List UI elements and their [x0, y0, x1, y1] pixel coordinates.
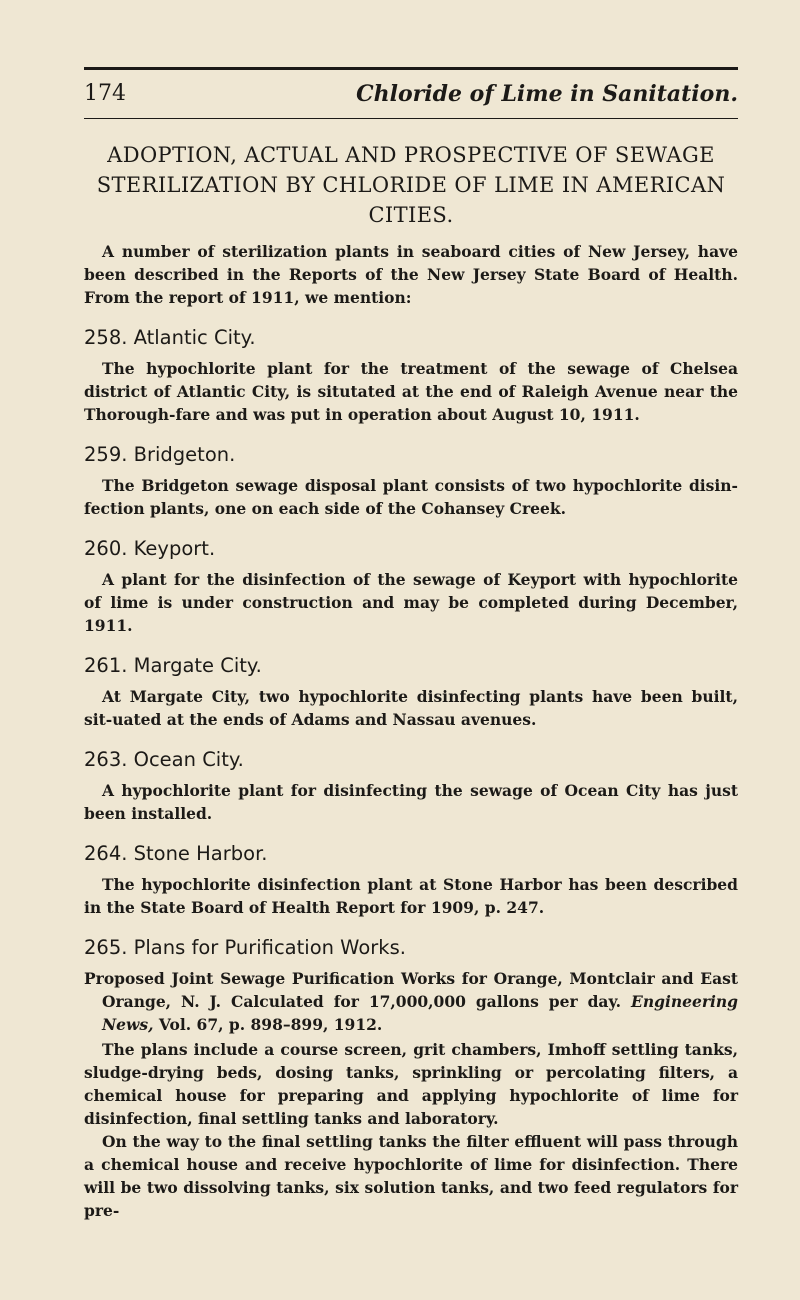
section-purification-works [84, 935, 738, 1222]
section-heading: 259. Bridgeton. [84, 443, 236, 466]
section-heading: 265. Plans for Purification Works. [84, 936, 406, 959]
section-atlantic-city [84, 325, 738, 426]
journal-name: Engineering News, [102, 992, 739, 1034]
chapter-title: ADOPTION, ACTUAL AND PROSPECTIVE OF SEWAGE STERILIZATION BY CHLORIDE OF LIME IN AMERICAN CITIES. [96, 143, 726, 227]
header-rule-bottom [84, 118, 738, 119]
section-bridgeton [84, 442, 738, 520]
section-body: The hypochlorite plant for the treatment of the sewage of Chelsea district of Atlantic City, is situtated at the end of Raleigh Avenue near the Thorough-fare and was put in operation about August 10, 1911. [84, 359, 738, 424]
header-rule-top [84, 67, 738, 70]
intro-paragraph: A number of sterilization plants in seaboard cities of New Jersey, have been described in the Reports of the New Jersey State Board of Health. From the report of 1911, we mention: [84, 242, 738, 307]
section-ocean-city [84, 747, 738, 825]
reference-volume: Vol. 67, p. 898–899, 1912. [158, 1015, 383, 1034]
reference-text: Proposed Joint Sewage Purification Works for Orange, Montclair and East Orange, N. J. Calculated for 17,000,000 gallons per day. [84, 969, 738, 1011]
section-margate-city [84, 653, 738, 731]
page-number: 174 [84, 81, 126, 106]
section-heading: 261. Margate City. [84, 654, 262, 677]
section-body: The hypochlorite disinfection plant at Stone Harbor has been described in the State Board of Health Report for 1909, p. 247. [84, 875, 738, 917]
section-body: A plant for the disinfection of the sewage of Keyport with hypochlorite of lime is under construction and may be completed during December, 1911. [84, 570, 738, 635]
body-paragraph: On the way to the final settling tanks the filter effluent will pass through a chemical house and receive hypochlorite of lime for disinfection. There will be two dissolving tanks, six solution tanks, and two feed regulators for pre- [84, 1132, 738, 1220]
section-heading: 264. Stone Harbor. [84, 842, 268, 865]
running-title: Chloride of Lime in Sanitation. [356, 81, 738, 107]
section-stone-harbor [84, 841, 738, 919]
reference-citation [84, 967, 738, 1036]
section-heading: 258. Atlantic City. [84, 326, 256, 349]
section-body: A hypochlorite plant for disinfecting the sewage of Ocean City has just been installed. [84, 781, 738, 823]
section-keyport [84, 536, 738, 637]
section-heading: 263. Ocean City. [84, 748, 244, 771]
section-body: At Margate City, two hypochlorite disinfecting plants have been built, sit-uated at the ends of Adams and Nassau avenues. [84, 687, 738, 729]
page-header [84, 76, 738, 116]
body-paragraph: The plans include a course screen, grit chambers, Imhoff settling tanks, sludge-drying beds, dosing tanks, sprinkling or percolating filters, a chemical house for preparing and applying hypochlorite of lime for disinfection, final settling tanks and laboratory. [84, 1040, 738, 1128]
page-content [84, 140, 738, 1222]
section-heading: 260. Keyport. [84, 537, 216, 560]
section-body: The Bridgeton sewage disposal plant consists of two hypochlorite disin-fection plants, one on each side of the Cohansey Creek. [84, 476, 738, 518]
